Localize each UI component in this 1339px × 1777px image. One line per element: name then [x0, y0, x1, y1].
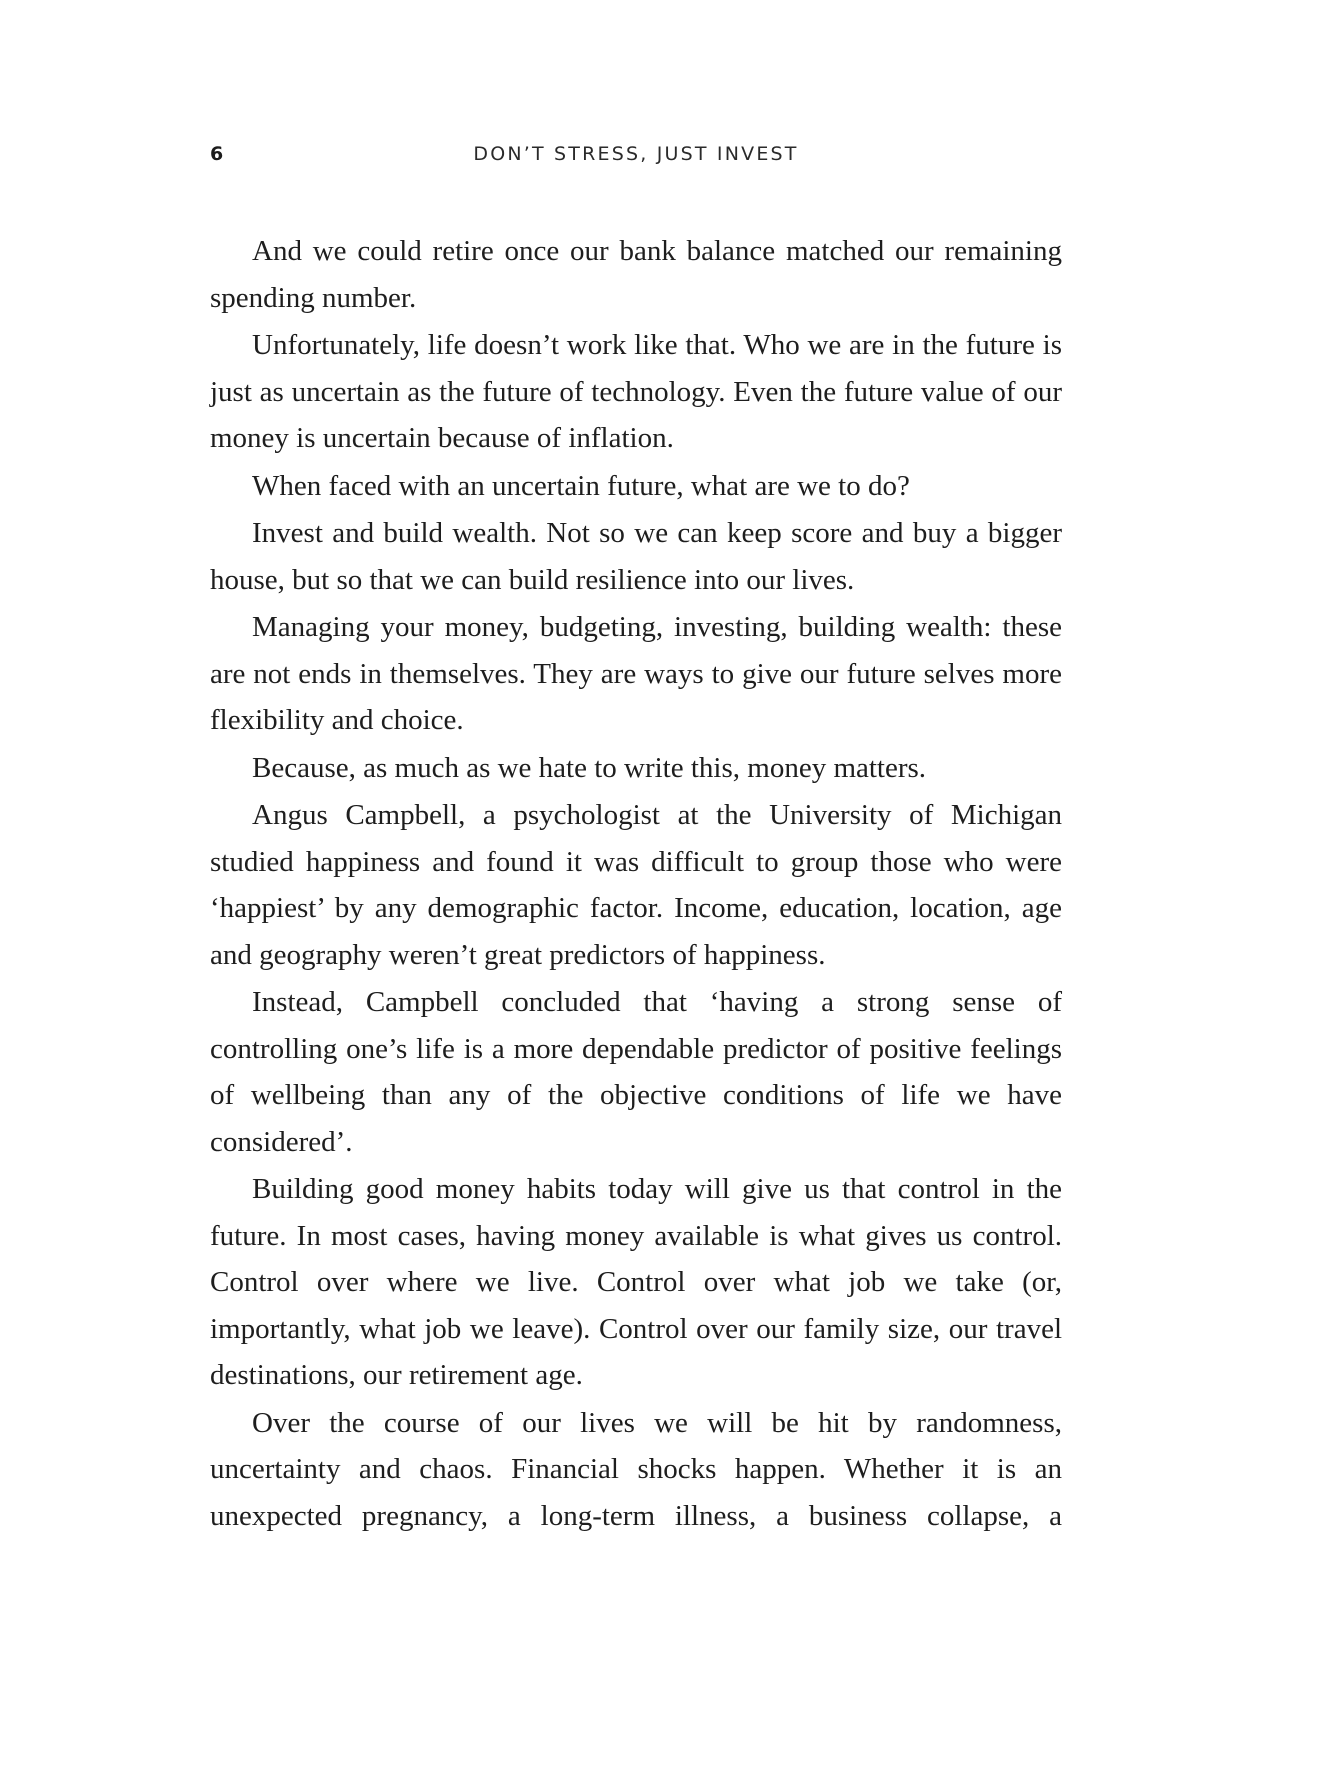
page-number: 6	[210, 143, 224, 165]
paragraph-5: Managing your money, budgeting, investing, building wealth: these are not ends in themselves. They are ways to give our future selves more flexibility and choice.	[210, 611, 1062, 736]
paragraph-1: And we could retire once our bank balance matched our remaining spending number.	[210, 235, 1062, 314]
paragraph-4: Invest and build wealth. Not so we can keep score and buy a bigger house, but so that we can build resilience into our lives.	[210, 517, 1062, 596]
running-head	[210, 140, 1062, 170]
paragraph-2: Unfortunately, life doesn’t work like that. Who we are in the future is just as uncertain as the future of technology. Even the future value of our money is uncertain because of inflation.	[210, 329, 1062, 454]
body-text	[210, 228, 1062, 1539]
paragraph-8: Instead, Campbell concluded that ‘having a strong sense of controlling one’s life is a more dependable predictor of positive feelings of wellbeing than any of the objective conditions of life we have considered’.	[210, 986, 1062, 1158]
paragraph-9: Building good money habits today will give us that control in the future. In most cases, having money available is what gives us control. Control over where we live. Control over what job we take (or, importantly, what job we leave). Control over our family size, our travel destinations, our retirement age.	[210, 1173, 1062, 1391]
paragraph-3: When faced with an uncertain future, what are we to do?	[252, 469, 910, 502]
paragraph-7: Angus Campbell, a psychologist at the University of Michigan studied happiness and found it was difficult to group those who were ‘happiest’ by any demographic factor. Income, education, location, age and geography weren’t great predictors of happiness.	[210, 799, 1062, 971]
paragraph-10: Over the course of our lives we will be hit by randomness, uncertainty and chaos. Financial shocks happen. Whether it is an unexpected pregnancy, a long-term illness, a business collapse, a	[210, 1406, 1062, 1532]
book-title: DON’T STRESS, JUST INVEST	[473, 143, 799, 165]
paragraph-6: Because, as much as we hate to write this, money matters.	[252, 751, 927, 784]
